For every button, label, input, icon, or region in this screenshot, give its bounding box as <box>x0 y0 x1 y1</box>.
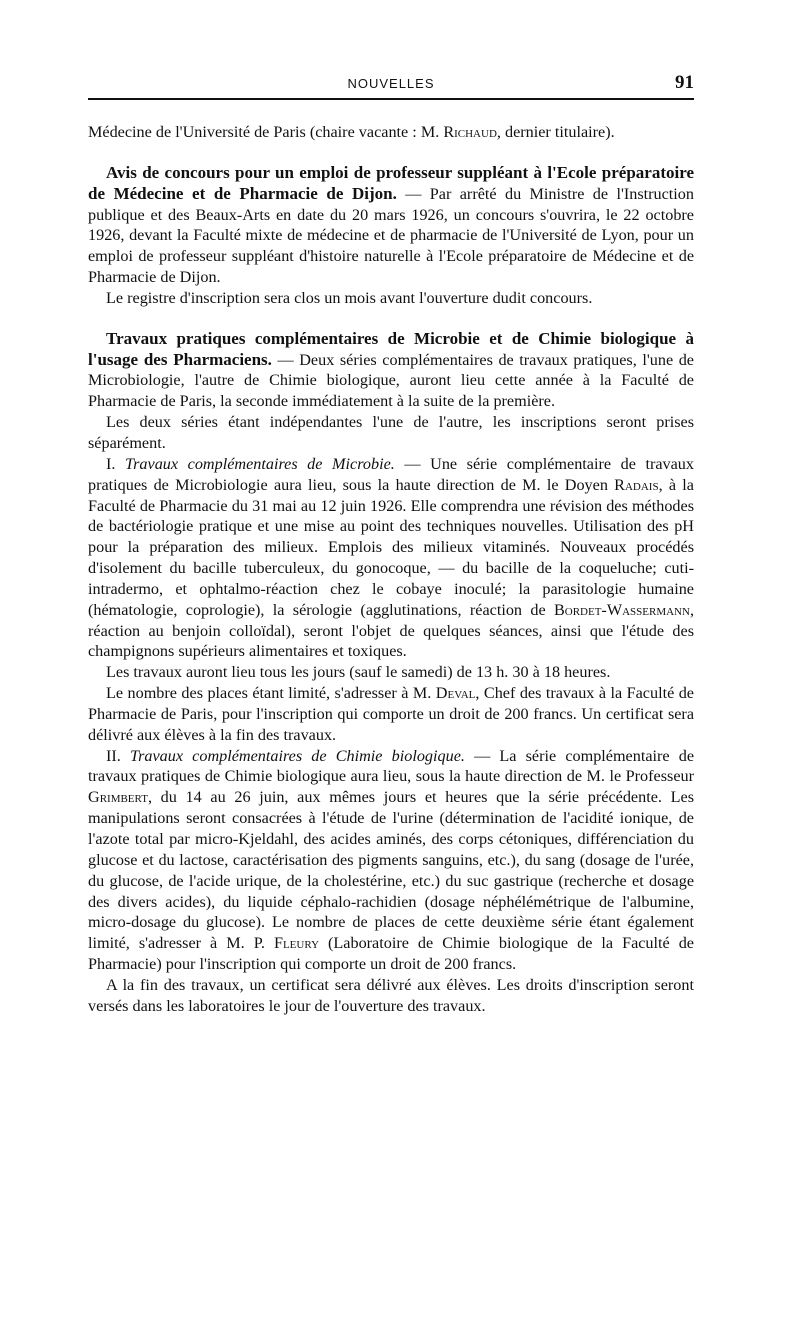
paragraph-certificat <box>88 975 694 1017</box>
text-run: , dernier titulaire). <box>496 123 615 141</box>
paragraph-registre <box>88 288 694 309</box>
text-run: , réaction au benjoin colloïdal), seront l'objet de quelques séances, ainsi que l'étude des champignons supérieurs alimentaires et toxiques. <box>88 600 694 661</box>
subsection-title: Travaux complémentaires de Chimie biologique. <box>129 746 465 765</box>
text-run: — Par arrêté du Ministre de l'Instruction publique et des Beaux-Arts en date du 20 mars 1926, un concours s'ouvrira, le 22 octobre 1926, devant la Faculté mixte de médecine et de pharmacie de l'Université de Lyon, pour un emploi de professeur suppléant d'histoire naturelle à l'Ecole préparatoire de Médecine et de Pharmacie de Dijon. <box>88 184 694 287</box>
paragraph-horaires <box>88 662 694 683</box>
paragraph-places-deval <box>88 683 694 746</box>
person-name: Richaud <box>443 123 497 141</box>
paragraph-inscriptions <box>88 412 694 454</box>
text-run: — Une série complémentaire de travaux pratiques de Microbiologie aura lieu, sous la haute direction de M. le Doyen <box>88 454 694 494</box>
text-run: Médecine de l'Université de Paris (chaire vacante : M. <box>88 123 444 141</box>
person-name: Grimbert <box>88 788 148 807</box>
text-run: Les travaux auront lieu tous les jours (sauf le samedi) de 13 h. 30 à 18 heures. <box>106 663 611 682</box>
paragraph-microbie <box>88 454 694 662</box>
person-name: Deval <box>435 684 476 703</box>
paragraph-chimie-biologique <box>88 746 694 975</box>
text-run: Le nombre des places étant limité, s'adresser à M. <box>106 684 436 703</box>
article-body <box>88 122 694 1017</box>
text-run: Le registre d'inscription sera clos un mois avant l'ouverture dudit concours. <box>106 288 593 307</box>
subsection-title: Travaux complémentaires de Microbie. <box>125 454 395 473</box>
section-heading: Travaux pratiques complémentaires de Microbie et de Chimie biologique à l'usage des Pharmaciens. <box>88 328 694 369</box>
text-run: I. <box>106 454 126 473</box>
text-run: II. <box>106 746 130 765</box>
paragraph-concours-dijon <box>88 163 694 288</box>
text-run: — La série complémentaire de travaux pratiques de Chimie biologique aura lieu, sous la haute direction de M. le Professeur <box>88 746 695 786</box>
text-run: (Laboratoire de Chimie biologique de la Faculté de Pharmacie) pour l'inscription qui comporte un droit de 200 francs. <box>88 934 694 974</box>
text-run: Les deux séries étant indépendantes l'une de l'autre, les inscriptions seront prises séparément. <box>88 413 694 452</box>
person-name: Bordet-Wassermann <box>553 600 690 619</box>
person-name: Radais <box>614 475 659 494</box>
paragraph-travaux-pratiques <box>88 329 694 412</box>
section-heading: Avis de concours pour un emploi de professeur suppléant à l'Ecole préparatoire de Médecine et de Pharmacie de Dijon. <box>88 162 694 203</box>
text-run: — Deux séries complémentaires de travaux pratiques, l'une de Microbiologie, l'autre de Chimie biologique, auront lieu cette année à la Faculté de Pharmacie de Paris, la seconde immédiatement à la suite de la première. <box>88 350 694 411</box>
page-number: 91 <box>675 72 694 93</box>
text-run: , Chef des travaux à la Faculté de Pharmacie de Paris, pour l'inscription qui comporte un droit de 200 francs. Un certificat sera délivré aux élèves à la fin des travaux. <box>88 684 694 744</box>
person-name: Fleury <box>273 934 320 953</box>
text-run: , du 14 au 26 juin, aux mêmes jours et heures que la série précédente. Les manipulations seront consacrées à l'étude de l'urine (détermination de l'acidité ionique, de l'azote total par micro-Kjeldahl, des acides aminés, des corps cétoniques, différenciation du glucose et du lactose, caractérisation des pigments sanguins, etc.), du sang (dosage de l'urée, du glucose, de l'acide urique, de la cholestérine, etc.) du suc gastrique (recherche et dosage des divers acides), du liquide céphalo-rachidien (dosage néphélémétrique de l'albumine, micro-dosage du glucose). Le nombre de places de cette deuxième série étant également limité, s'adresser à M. P. <box>88 788 694 953</box>
text-run: A la fin des travaux, un certificat sera délivré aux élèves. Les droits d'inscription seront versés dans les laboratoires le jour de l'ouverture des travaux. <box>88 975 694 1015</box>
running-header <box>88 72 694 100</box>
paragraph-chaire-vacante <box>88 122 694 143</box>
text-run: , à la Faculté de Pharmacie du 31 mai au 12 juin 1926. Elle comprendra une révision des méthodes de bactériologie pratique et une mise au point des techniques nouvelles. Utilisation des pH pour la préparation des milieux. Emplois des milieux vitaminés. Nouveaux procédés d'isolement du bacille tuberculeux, du gonocoque, — du bacille de la coqueluche; cuti-intradermo, et ophtalmo-réaction chez le cobaye inoculé; la parasitologie humaine (hématologie, coprologie), la sérologie (agglutinations, réaction de <box>88 475 694 619</box>
running-header-title: NOUVELLES <box>347 76 435 91</box>
